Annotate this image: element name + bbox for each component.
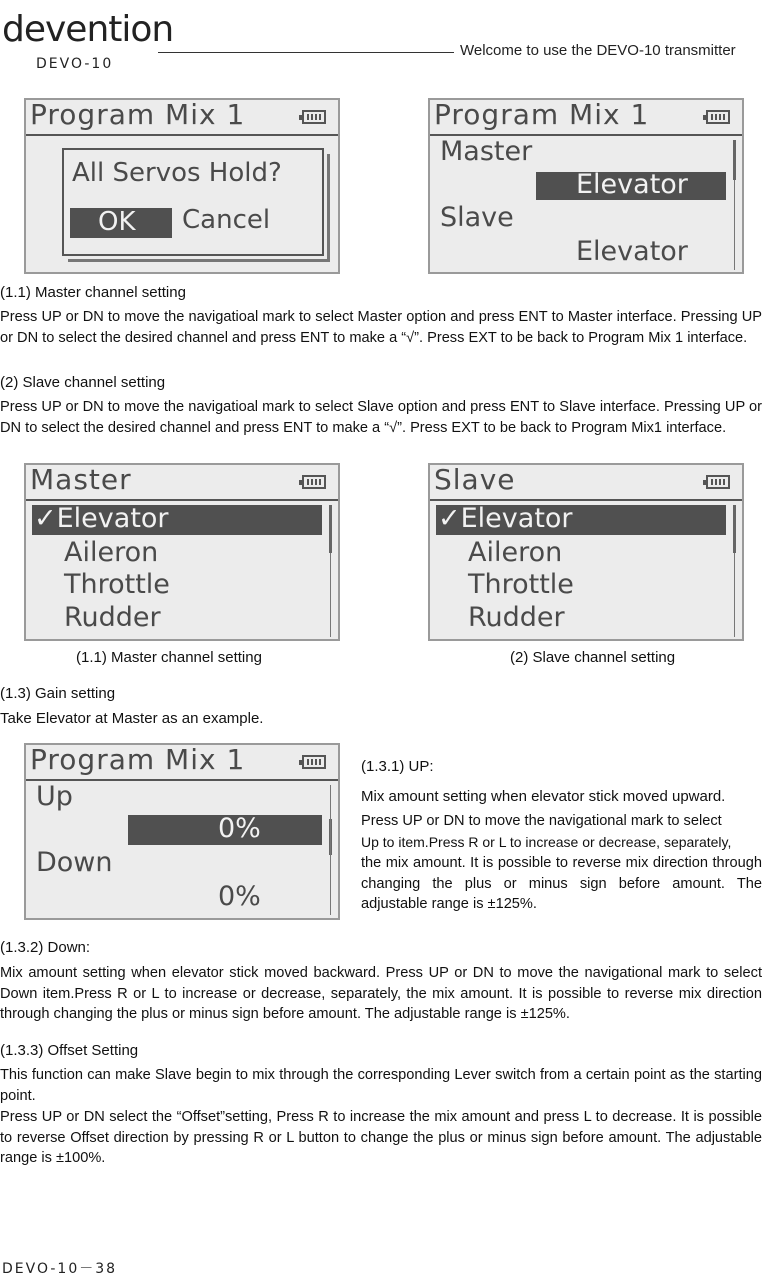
cancel-button[interactable]: Cancel xyxy=(182,205,271,235)
lcd-screen-master-list xyxy=(24,463,340,641)
master-label: Master xyxy=(440,136,533,167)
section-heading: (1.3) Gain setting xyxy=(0,685,116,702)
section-heading: (1.3.1) UP: xyxy=(361,758,434,775)
screen-title: Program Mix 1 xyxy=(434,98,650,131)
master-value[interactable]: Elevator xyxy=(536,172,726,200)
slave-value[interactable]: Elevator xyxy=(576,236,688,267)
screen-title: Master xyxy=(30,463,132,496)
section-body: Mix amount setting when elevator stick moved backward. Press UP or DN to move the navigational mark to select Down item.Press R or L to increase or decrease, separately, the mix amount. It is possible to reverse mix direction through changing the plus or minus sign before amount. The adjustable range is ±125%. xyxy=(0,965,762,1022)
list-item[interactable]: Aileron xyxy=(64,537,159,568)
battery-icon xyxy=(302,755,326,769)
page-number: DEVO-10－38 xyxy=(2,1261,118,1277)
section-body: the mix amount. It is possible to reverse mix direction through changing the plus or minus sign before amount. The adjustable range is ±125%. xyxy=(361,855,762,912)
lcd-screen-slave-list xyxy=(428,463,744,641)
screen-title: Program Mix 1 xyxy=(30,743,246,776)
section-body: Up to item.Press R or L to increase or decrease, separately, xyxy=(361,834,732,850)
screen-title: Slave xyxy=(434,463,516,496)
lcd-screen-gain xyxy=(24,743,340,920)
list-item-selected[interactable]: ✓Elevator xyxy=(32,505,322,535)
section-body: This function can make Slave begin to mix through the corresponding Lever switch from a certain point as the starting point. xyxy=(0,1067,762,1104)
figure-caption-right: (2) Slave channel setting xyxy=(510,649,676,666)
header-title: Welcome to use the DEVO-10 transmitter xyxy=(460,42,736,59)
model-name: DEVO-10 xyxy=(36,56,114,72)
section-body: Mix amount setting when elevator stick moved upward. xyxy=(361,788,726,805)
section-heading: (1.3.3) Offset Setting xyxy=(0,1042,139,1059)
section-body: Press UP or DN to move the navigatioal mark to select Master option and press ENT to Master interface. Pressing UP or DN to select the desired channel and press ENT to make a “√”. Press EXT to be back to Program Mix 1 interface. xyxy=(0,309,762,346)
down-label: Down xyxy=(36,847,113,878)
battery-icon xyxy=(706,110,730,124)
screen-title: Program Mix 1 xyxy=(30,98,246,131)
confirm-dialog xyxy=(62,148,324,256)
figure-caption-left: (1.1) Master channel setting xyxy=(76,649,262,666)
section-body: Take Elevator at Master as an example. xyxy=(0,710,264,727)
section-body: Press UP or DN to move the navigational mark to select xyxy=(361,813,722,829)
list-item[interactable]: Throttle xyxy=(64,569,170,600)
down-value[interactable]: 0% xyxy=(218,881,261,912)
battery-icon xyxy=(302,475,326,489)
section-heading: (1.1) Master channel setting xyxy=(0,284,186,301)
list-item[interactable]: Rudder xyxy=(468,602,565,633)
slave-label: Slave xyxy=(440,202,514,233)
lcd-screen-servo-hold xyxy=(24,98,340,274)
list-item[interactable]: Aileron xyxy=(468,537,563,568)
section-heading: (2) Slave channel setting xyxy=(0,374,166,391)
lcd-screen-program-mix xyxy=(428,98,744,274)
list-item[interactable]: Rudder xyxy=(64,602,161,633)
scrollbar xyxy=(733,505,736,553)
battery-icon xyxy=(302,110,326,124)
scrollbar xyxy=(329,505,332,553)
section-heading: (1.3.2) Down: xyxy=(0,939,91,956)
up-value[interactable]: 0% xyxy=(128,815,322,845)
header-divider xyxy=(158,52,454,53)
ok-button[interactable]: OK xyxy=(70,208,172,238)
section-body: Press UP or DN to move the navigatioal mark to select Slave option and press ENT to Slave interface. Pressing UP or DN to select the desired channel and press ENT to make a “√”. Press EXT to be back to Program Mix1 interface. xyxy=(0,399,762,436)
battery-icon xyxy=(706,475,730,489)
up-label: Up xyxy=(36,781,73,812)
dialog-question: All Servos Hold? xyxy=(72,158,282,188)
section-body: Press UP or DN select the “Offset”setting, Press R to increase the mix amount and press L to decrease. It is possible to reverse Offset direction by pressing R or L button to change the plus or minus sign before amount. The adjustable range is ±100%. xyxy=(0,1109,762,1166)
brand-logo: devention xyxy=(2,9,174,50)
scrollbar xyxy=(733,140,736,180)
list-item-selected[interactable]: ✓Elevator xyxy=(436,505,726,535)
list-item[interactable]: Throttle xyxy=(468,569,574,600)
